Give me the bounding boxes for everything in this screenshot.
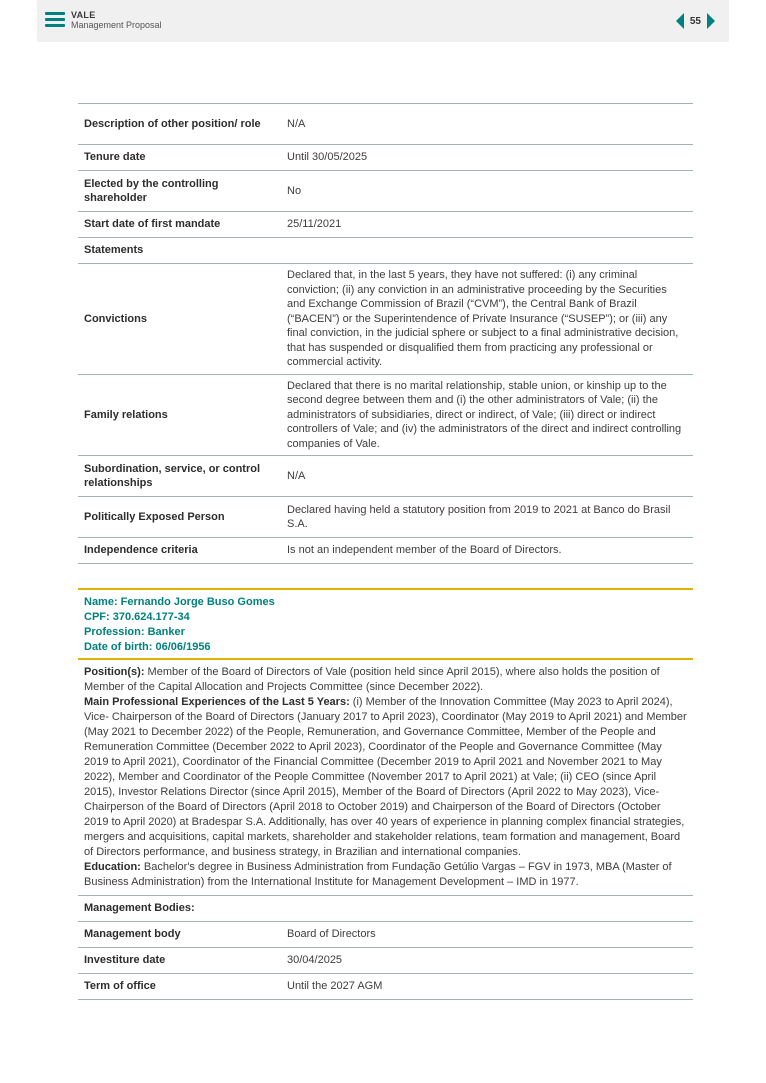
director-details-table [78, 103, 693, 564]
row-value: N/A [281, 104, 693, 145]
next-page-icon[interactable] [707, 13, 715, 29]
table-row [78, 497, 693, 538]
document-subtitle: Management Proposal [71, 19, 162, 30]
experience-label: Main Professional Experiences of the Last 5 Years: [84, 696, 350, 708]
row-value: No [281, 171, 693, 212]
table-row [78, 538, 693, 564]
profile-name: Name: Fernando Jorge Buso Gomes [84, 596, 275, 608]
table-row [78, 104, 693, 145]
profile-box [78, 588, 693, 660]
positions-paragraph [84, 665, 687, 695]
row-label: Tenure date [78, 145, 281, 171]
education-paragraph [84, 860, 687, 890]
row-label: Elected by the controlling shareholder [78, 171, 281, 212]
table-row [78, 896, 693, 922]
row-value: Until 30/05/2025 [281, 145, 693, 171]
row-label: Subordination, service, or control relationships [78, 456, 281, 497]
management-bodies-heading: Management Bodies: [78, 896, 693, 922]
brand [71, 11, 162, 31]
profile-cpf: CPF: 370.624.177-34 [84, 611, 190, 623]
table-row [78, 948, 693, 974]
table-row [78, 238, 693, 264]
row-label: Independence criteria [78, 538, 281, 564]
row-label: Convictions [78, 264, 281, 375]
row-value: 30/04/2025 [281, 948, 693, 974]
table-row [78, 456, 693, 497]
row-value: Until the 2027 AGM [281, 974, 693, 1000]
experience-paragraph [84, 695, 687, 860]
experience-text: (i) Member of the Innovation Committee (May 2023 to April 2024), Vice- Chairperson of the Board of Directors (January 2017 to April 2023), Coordinator (May 2019 to April 2021) and Member (May 2021 to December 2022) of the People, Remuneration, and Governance Committee, Member of the People and Remuneration Committee (December 2022 to April 2023), Coordinator of the People and Governance Committee (May 2019 to April 2021), Coordinator of the Financial Committee (December 2019 to April 2021 and November 2021 to May 2022), Member and Coordinator of the People Committee (November 2017 to April 2021) at Vale; (ii) CEO (since April 2015), Investor Relations Director (since April 2015), Member of the Board of Directors (April 2022 to May 2023), Vice-Chairperson of the Board of Directors (April 2018 to October 2019) and Chairperson of the Board of Directors (October 2019 to April 2020) at Bradespar S.A. Additionally, has over 40 years of experience in planning complex financial strategies, mergers and acquisitions, capital markets, shareholder and stakeholder relations, team formation and management, Board of Directors performance, and business strategy, in Brazilian and international companies. [84, 696, 687, 858]
menu-icon[interactable] [45, 12, 65, 29]
row-label: Investiture date [78, 948, 281, 974]
page-number: 55 [689, 15, 701, 27]
row-value [281, 238, 693, 264]
row-label: Statements [78, 238, 281, 264]
brand-name: VALE [71, 10, 96, 20]
table-row [78, 974, 693, 1000]
page-header [37, 0, 729, 42]
education-label: Education: [84, 861, 141, 873]
profile-date-of-birth: Date of birth: 06/06/1956 [84, 641, 211, 653]
previous-page-icon[interactable] [676, 13, 684, 29]
biography [78, 660, 693, 892]
row-value: Declared that, in the last 5 years, they have not suffered: (i) any criminal conviction; (ii) any conviction in an administrative proceeding by the Securities and Exchange Commission of Brazil (“CVM”), the Central Bank of Brazil (“BACEN”) or the Superintendence of Private Insurance (“SUSEP”); or (iii) any final conviction, in the judicial sphere or subject to a final administrative decision, that has suspended or disqualified them from practicing any professional or commercial activity. [281, 264, 693, 375]
table-row [78, 922, 693, 948]
table-row [78, 171, 693, 212]
row-label: Politically Exposed Person [78, 497, 281, 538]
row-label: Family relations [78, 374, 281, 456]
table-row [78, 264, 693, 375]
management-bodies-table [78, 895, 693, 1000]
row-value: Declared that there is no marital relationship, stable union, or kinship up to the second degree between them and (i) the other administrators of Vale; (ii) the administrators of subsidiaries, direct or indirect, of Vale; (iii) direct or indirect controllers of Vale; and (iv) the administrators of the direct and indirect controlling companies of Vale. [281, 374, 693, 456]
row-value: N/A [281, 456, 693, 497]
table-row [78, 212, 693, 238]
pager [676, 13, 715, 29]
table-row [78, 145, 693, 171]
positions-text: Member of the Board of Directors of Vale (position held since April 2015), where also holds the position of Member of the Capital Allocation and Projects Committee (since December 2022). [84, 666, 660, 693]
row-label: Start date of first mandate [78, 212, 281, 238]
row-value: Declared having held a statutory position from 2019 to 2021 at Banco do Brasil S.A. [281, 497, 693, 538]
row-label: Management body [78, 922, 281, 948]
row-label: Description of other position/ role [78, 104, 281, 145]
row-value: Board of Directors [281, 922, 693, 948]
profile-profession: Profession: Banker [84, 626, 185, 638]
table-row [78, 374, 693, 456]
page-content [78, 103, 693, 1000]
row-value: 25/11/2021 [281, 212, 693, 238]
row-value: Is not an independent member of the Board of Directors. [281, 538, 693, 564]
education-text: Bachelor's degree in Business Administration from Fundação Getúlio Vargas – FGV in 1973, MBA (Master of Business Administration) from the International Institute for Management Development – IMD in 1977. [84, 861, 672, 888]
row-label: Term of office [78, 974, 281, 1000]
positions-label: Position(s): [84, 666, 145, 678]
